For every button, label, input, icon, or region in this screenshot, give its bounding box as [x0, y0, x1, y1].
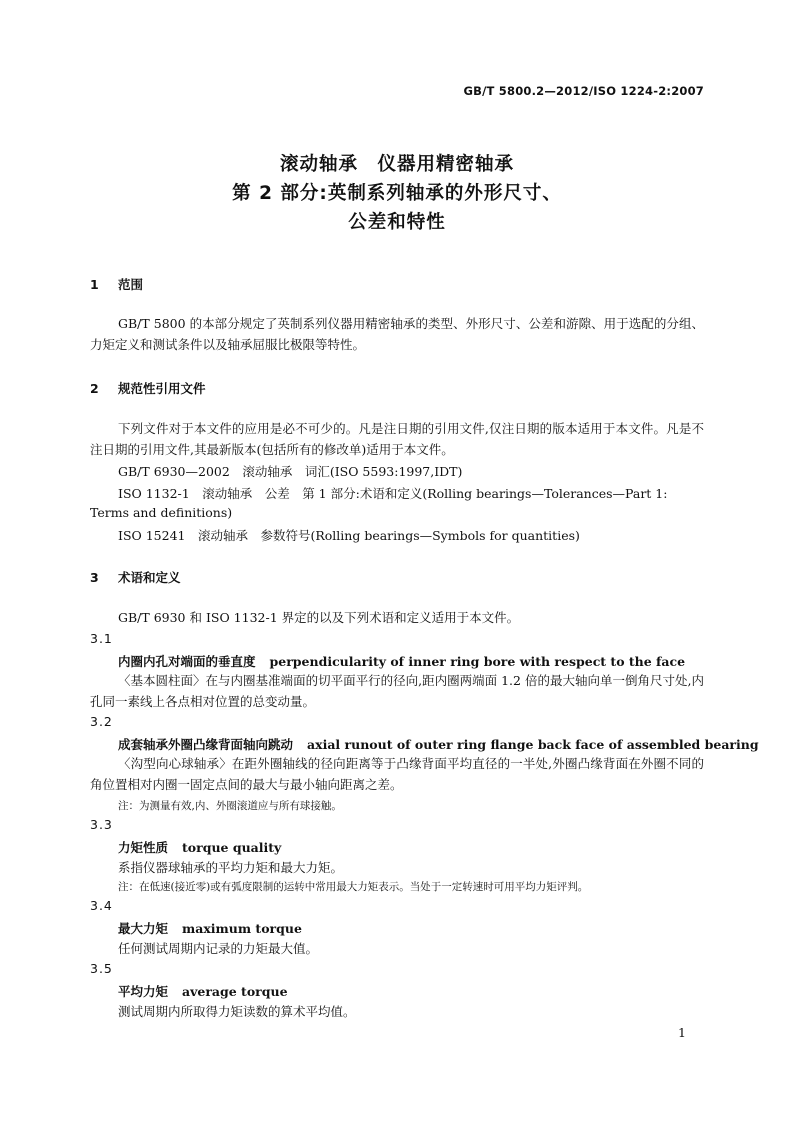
reference-gbt6930: GB/T 6930—2002 滚动轴承 词汇(ISO 5593:1997,IDT)	[118, 464, 463, 479]
title-line-3: 公差和特性	[348, 212, 446, 233]
term-3-4-number: 3.4	[90, 898, 113, 913]
term-3-2-zh: 成套轴承外圈凸缘背面轴向跳动	[118, 737, 294, 752]
section-1-number: 1	[90, 277, 99, 292]
term-3-5-en: average torque	[182, 984, 288, 999]
term-3-3-note: 注：在低速(接近零)或有弧度限制的运转中常用最大力矩表示。当处于一定转速时可用平均力矩评判。	[118, 881, 589, 893]
term-3-2-en: axial runout of outer ring flange back face of assembled bearing	[307, 737, 759, 752]
term-3-4-definition: 任何测试周期内记录的力矩最大值。	[118, 941, 319, 956]
term-3-2	[118, 735, 759, 753]
standard-code: GB/T 5800.2—2012/ISO 1224-2:2007	[463, 84, 704, 98]
term-3-3-zh: 力矩性质	[118, 840, 169, 855]
term-3-5-definition: 测试周期内所取得力矩读数的算术平均值。	[118, 1004, 356, 1019]
reference-iso1132-line1: ISO 1132-1 滚动轴承 公差 第 1 部分:术语和定义(Rolling bearings—Tolerances—Part 1:	[118, 486, 668, 501]
term-3-4-zh: 最大力矩	[118, 921, 169, 936]
section-3-heading	[90, 568, 181, 586]
term-3-5-zh: 平均力矩	[118, 984, 169, 999]
page-number: 1	[678, 1025, 686, 1040]
section-1-title: 范围	[118, 277, 144, 292]
reference-iso15241: ISO 15241 滚动轴承 参数符号(Rolling bearings—Symbols for quantities)	[118, 528, 580, 543]
term-3-3-number: 3.3	[90, 817, 113, 832]
term-3-1	[118, 652, 685, 670]
term-3-4-en: maximum torque	[182, 921, 302, 936]
term-3-2-note: 注：为测量有效,内、外圈滚道应与所有球接触。	[118, 800, 342, 812]
term-3-1-en: perpendicularity of inner ring bore with respect to the face	[269, 654, 686, 669]
term-3-1-definition: 〈基本圆柱面〉在与内圈基准端面的切平面平行的径向,距内圈两端面 1.2 倍的最大轴向单一倒角尺寸处,内孔同一素线上各点相对位置的总变动量。	[90, 673, 704, 709]
term-3-3-definition: 系指仪器球轴承的平均力矩和最大力矩。	[118, 860, 344, 875]
section-3-intro: GB/T 6930 和 ISO 1132-1 界定的以及下列术语和定义适用于本文件。	[118, 610, 520, 625]
section-3-title: 术语和定义	[118, 570, 181, 585]
term-3-2-number: 3.2	[90, 714, 113, 729]
section-1-paragraph: GB/T 5800 的本部分规定了英制系列仪器用精密轴承的类型、外形尺寸、公差和游隙、用于选配的分组、力矩定义和测试条件以及轴承屈服比极限等特性。	[90, 316, 704, 352]
term-3-3	[118, 838, 281, 856]
section-2-paragraph: 下列文件对于本文件的应用是必不可少的。凡是注日期的引用文件,仅注日期的版本适用于本文件。凡是不注日期的引用文件,其最新版本(包括所有的修改单)适用于本文件。	[90, 421, 704, 457]
title-line-1: 滚动轴承 仪器用精密轴承	[279, 154, 514, 175]
reference-iso1132-line2: Terms and definitions)	[90, 505, 233, 520]
section-2-number: 2	[90, 381, 99, 396]
term-3-2-definition: 〈沟型向心球轴承〉在距外圈轴线的径向距离等于凸缘背面平均直径的一半处,外圈凸缘背面在外圈不同的角位置相对内圈一固定点间的最大与最小轴向距离之差。	[90, 756, 704, 792]
section-1-heading	[90, 275, 143, 293]
term-3-5-number: 3.5	[90, 961, 113, 976]
term-3-1-zh: 内圈内孔对端面的垂直度	[118, 654, 256, 669]
term-3-4	[118, 919, 302, 937]
term-3-1-number: 3.1	[90, 631, 113, 646]
term-3-3-en: torque quality	[182, 840, 282, 855]
section-3-number: 3	[90, 570, 99, 585]
title-line-2: 第 2 部分:英制系列轴承的外形尺寸、	[232, 183, 562, 204]
section-2-heading	[90, 379, 206, 397]
term-3-5	[118, 982, 288, 1000]
section-2-title: 规范性引用文件	[118, 381, 206, 396]
